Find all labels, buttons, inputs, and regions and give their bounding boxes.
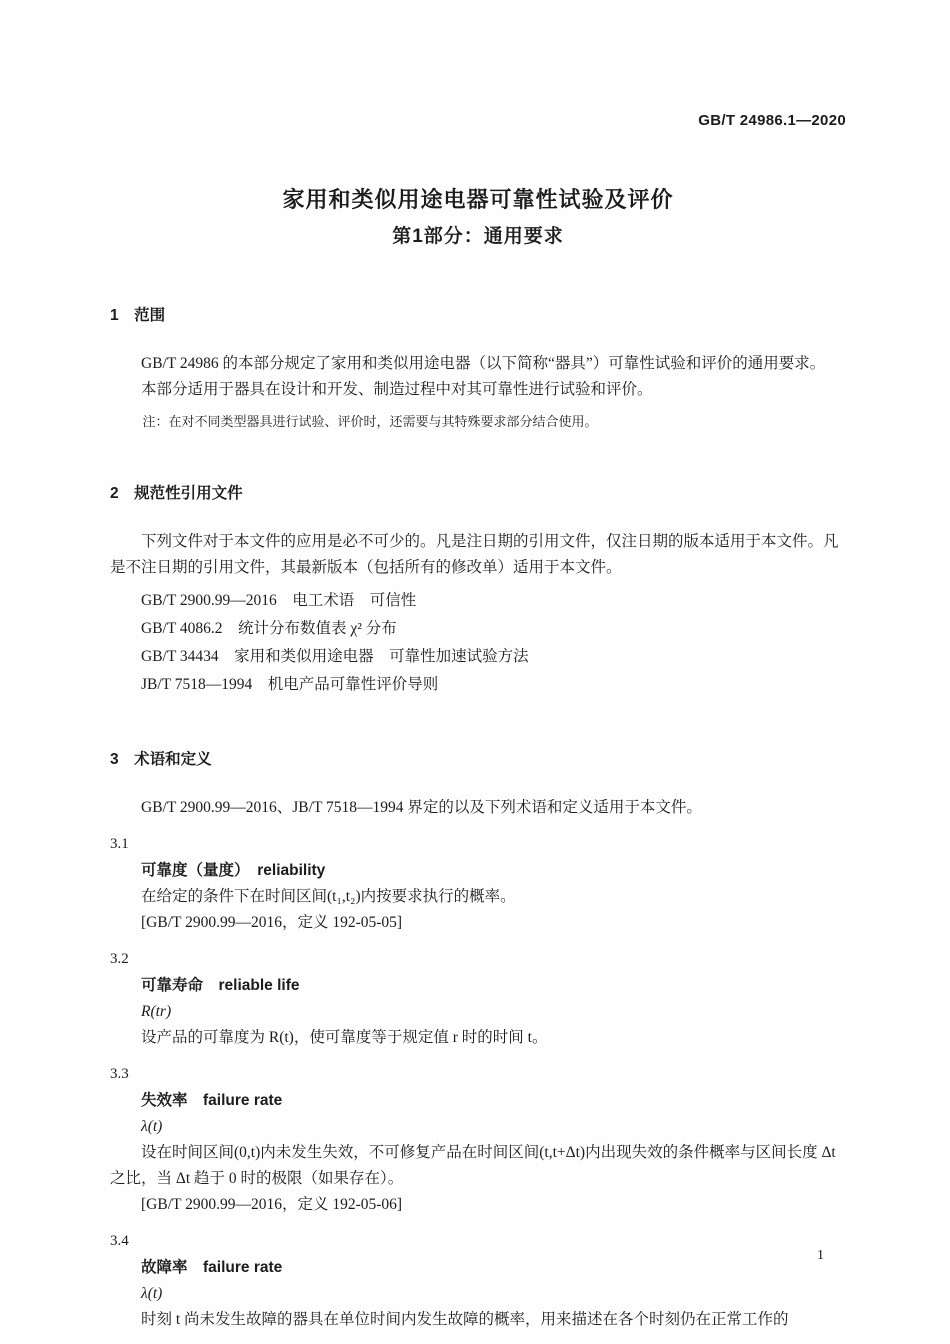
term-entry-3-3 (110, 1061, 846, 1218)
reference-item: GB/T 4086.2 统计分布数值表 χ² 分布 (141, 620, 397, 637)
term-title: 失效率 failure rate (141, 1092, 283, 1109)
reference-item: JB/T 7518—1994 机电产品可靠性评价导则 (141, 676, 439, 693)
term-definition: 设在时间区间(0,t)内未发生失效，不可修复产品在时间区间(t,t+Δt)内出现失效的条件概率与区间长度 Δt 之比，当 Δt 趋于 0 时的极限（如果存在）。 (110, 1144, 836, 1187)
term-title: 故障率 failure rate (141, 1259, 283, 1276)
term-definition: 设产品的可靠度为 R(t)，使可靠度等于规定值 r 时的时间 t。 (141, 1029, 548, 1046)
reference-item: GB/T 2900.99—2016 电工术语 可信性 (141, 592, 417, 609)
term-entry-3-2 (110, 946, 846, 1051)
clause-2-intro: 下列文件对于本文件的应用是必不可少的。凡是注日期的引用文件，仅注日期的版本适用于本文件。凡是不注日期的引用文件，其最新版本（包括所有的修改单）适用于本文件。 (110, 533, 839, 576)
clause-1-note: 注：在对不同类型器具进行试验、评价时，还需要与其特殊要求部分结合使用。 (142, 414, 598, 429)
term-number: 3.4 (110, 1233, 129, 1249)
term-entry-3-4 (110, 1228, 846, 1333)
term-definition: 在给定的条件下在时间区间(t₁,t₂)内按要求执行的概率。 (141, 888, 516, 905)
term-number: 3.1 (110, 836, 129, 852)
term-symbol: R(tr) (141, 1003, 172, 1020)
clause-3-intro: GB/T 2900.99—2016、JB/T 7518—1994 界定的以及下列术语和定义适用于本文件。 (141, 799, 702, 816)
clause-3-heading: 3 术语和定义 (110, 751, 212, 768)
clause-1-paragraph-1: GB/T 24986 的本部分规定了家用和类似用途电器（以下简称“器具”）可靠性试验和评价的通用要求。 (141, 355, 826, 372)
clause-1-heading: 1 范围 (110, 307, 166, 324)
document-title-line2: 第1部分：通用要求 (392, 226, 564, 247)
clause-1-paragraph-2: 本部分适用于器具在设计和开发、制造过程中对其可靠性进行试验和评价。 (141, 381, 653, 398)
document-title (110, 181, 846, 255)
term-symbol: λ(t) (141, 1118, 163, 1135)
term-title: 可靠寿命 reliable life (141, 977, 300, 994)
term-symbol: λ(t) (141, 1285, 163, 1302)
doc-number: GB/T 24986.1—2020 (698, 112, 846, 129)
term-title: 可靠度（量度） reliability (141, 862, 326, 879)
term-source: [GB/T 2900.99—2016，定义 192-05-05] (141, 914, 403, 931)
term-number: 3.3 (110, 1066, 129, 1082)
term-definition: 时刻 t 尚未发生故障的器具在单位时间内发生故障的概率，用来描述在各个时刻仍在正常工作的 (141, 1311, 789, 1328)
reference-list (110, 587, 846, 699)
clause-2-heading: 2 规范性引用文件 (110, 485, 243, 502)
reference-item: GB/T 34434 家用和类似用途电器 可靠性加速试验方法 (141, 648, 529, 665)
page-number: 1 (817, 1248, 824, 1263)
document-title-line1: 家用和类似用途电器可靠性试验及评价 (282, 187, 674, 212)
term-source: [GB/T 2900.99—2016，定义 192-05-06] (141, 1196, 403, 1213)
term-number: 3.2 (110, 951, 129, 967)
term-entry-3-1 (110, 831, 846, 936)
